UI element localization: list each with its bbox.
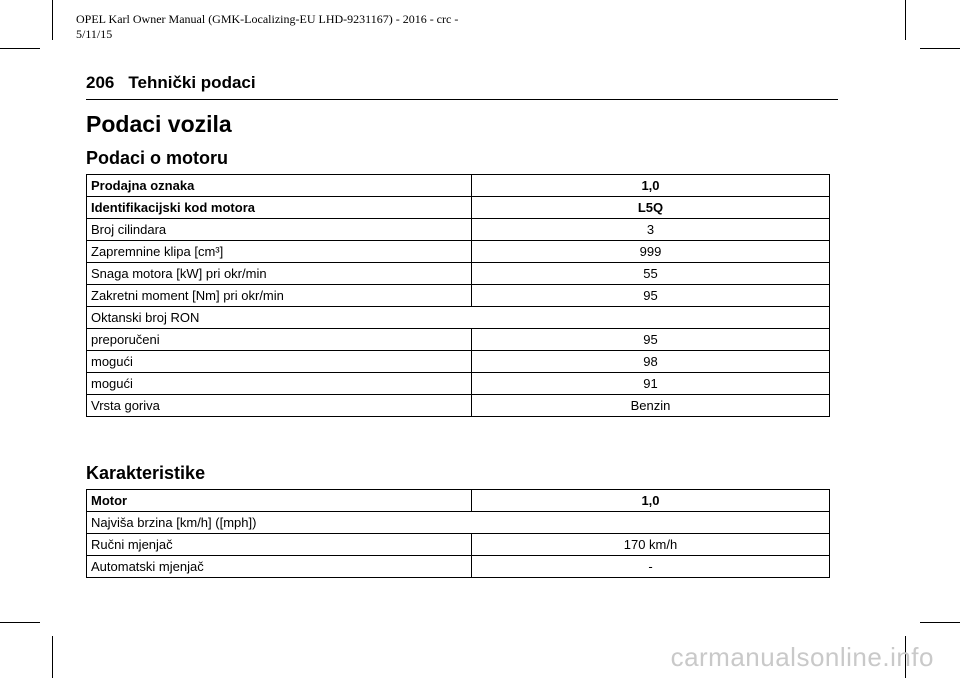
table-cell-label: Ručni mjenjač xyxy=(87,534,472,556)
document-meta: OPEL Karl Owner Manual (GMK-Localizing-EU LHD-9231167) - 2016 - crc - 5/11/15 xyxy=(76,12,459,41)
table-row xyxy=(87,395,830,417)
table-cell-value: 55 xyxy=(472,263,830,285)
table-cell-value: 95 xyxy=(472,329,830,351)
crop-mark xyxy=(0,48,40,49)
crop-mark xyxy=(52,636,53,678)
page-title: Podaci vozila xyxy=(86,111,232,137)
table-cell-label: Zapremnine klipa [cm³] xyxy=(87,241,472,263)
table-cell-label: Prodajna oznaka xyxy=(87,175,472,197)
table-cell-label: Zakretni moment [Nm] pri okr/min xyxy=(87,285,472,307)
table-row xyxy=(87,351,830,373)
characteristics-heading: Karakteristike xyxy=(86,463,206,483)
table-cell-value: - xyxy=(472,556,830,578)
table-cell-value: 98 xyxy=(472,351,830,373)
table-row xyxy=(87,307,830,329)
watermark: carmanualsonline.info xyxy=(670,642,934,672)
table-cell-value: L5Q xyxy=(472,197,830,219)
table-cell-value: 999 xyxy=(472,241,830,263)
table-cell-value: 95 xyxy=(472,285,830,307)
table-row xyxy=(87,175,830,197)
table-cell-value: 91 xyxy=(472,373,830,395)
table-cell-value: 3 xyxy=(472,219,830,241)
table-row xyxy=(87,373,830,395)
table-cell-label: mogući xyxy=(87,351,472,373)
table-cell-label: mogući xyxy=(87,373,472,395)
table-row xyxy=(87,219,830,241)
engine-data-table xyxy=(86,174,830,417)
table-cell-label: Automatski mjenjač xyxy=(87,556,472,578)
table-cell-label: Identifikacijski kod motora xyxy=(87,197,472,219)
crop-mark xyxy=(920,622,960,623)
characteristics-table xyxy=(86,489,830,578)
section-title: Tehnički podaci xyxy=(128,73,256,92)
crop-mark xyxy=(52,0,53,40)
table-cell-label: Motor xyxy=(87,490,472,512)
crop-mark xyxy=(920,48,960,49)
table-cell-label: Najviša brzina [km/h] ([mph]) xyxy=(87,512,830,534)
table-cell-value: 1,0 xyxy=(472,175,830,197)
crop-mark xyxy=(0,622,40,623)
table-cell-label: Oktanski broj RON xyxy=(87,307,830,329)
table-cell-label: Broj cilindara xyxy=(87,219,472,241)
table-row xyxy=(87,329,830,351)
page-number: 206 xyxy=(86,73,115,92)
table-row xyxy=(87,241,830,263)
header-rule xyxy=(86,99,838,100)
table-cell-value: 1,0 xyxy=(472,490,830,512)
table-cell-label: Snaga motora [kW] pri okr/min xyxy=(87,263,472,285)
table-row xyxy=(87,534,830,556)
table-row xyxy=(87,556,830,578)
table-row xyxy=(87,490,830,512)
page-header xyxy=(86,73,256,93)
crop-mark xyxy=(905,0,906,40)
table-cell-value: 170 km/h xyxy=(472,534,830,556)
table-cell-value: Benzin xyxy=(472,395,830,417)
table-row xyxy=(87,263,830,285)
engine-heading: Podaci o motoru xyxy=(86,148,229,168)
table-row xyxy=(87,285,830,307)
table-cell-label: preporučeni xyxy=(87,329,472,351)
table-cell-label: Vrsta goriva xyxy=(87,395,472,417)
table-row xyxy=(87,197,830,219)
table-row xyxy=(87,512,830,534)
